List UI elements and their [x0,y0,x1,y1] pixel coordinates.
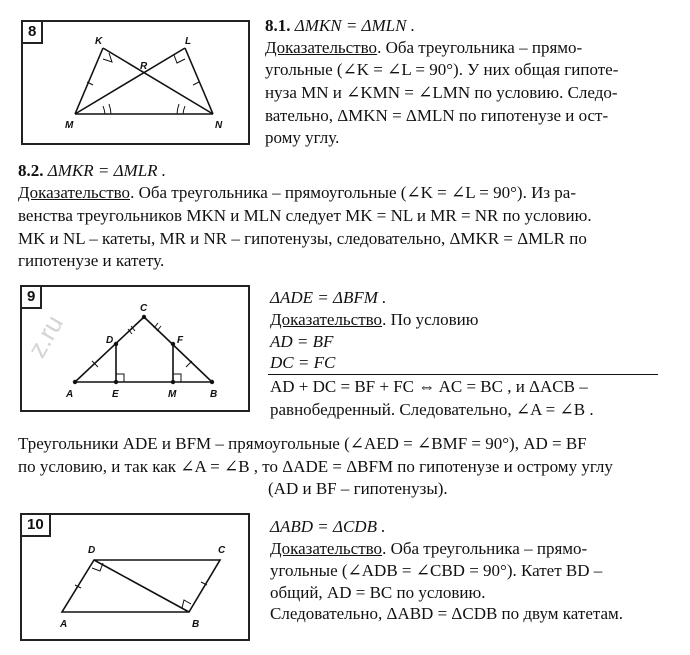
figure-9-diagram [22,287,252,414]
watermark: z.ru [21,309,70,363]
vertex-label-k: K [95,36,103,47]
p10-line-2: угольные (∠ADB = ∠CBD = 90°). Катет BD – [270,561,603,580]
p82-line-2: венства треугольников MKN и MLN следует MK = NL и MR = NR по условию. [18,206,592,225]
p9-proof-line: Доказательство. По условию [270,310,479,329]
figure-8 [21,20,250,145]
vertex-label-a: A [66,389,74,400]
vertex-label-m: M [65,120,74,131]
p82-line-3: MK и NL – катеты, MR и NR – гипотенузы, следовательно, ΔMKR = ΔMLR по [18,229,587,248]
p82-line-1: Доказательство. Оба треугольника – прямоугольные (∠K = ∠L = 90°). Из ра- [18,183,577,202]
proof-label: Доказательство [18,183,131,202]
figure-8-number: 8 [21,20,43,44]
vertex-label-c: C [218,545,226,556]
p81-heading: 8.1. [265,16,291,35]
vertex-label-m: M [168,389,177,400]
figure-10-number: 10 [20,513,51,537]
figure-9-number: 9 [20,285,42,309]
p82-line-4: гипотенузе и катету. [18,251,165,270]
p9-after-1: Треугольники ADE и BFM – прямоугольные (∠AED = ∠BMF = 90°), AD = BF [18,434,587,453]
p82-claim: ΔMKR = ΔMLR . [47,161,167,180]
p9-sum2: равнобедренный. Следовательно, ∠A = ∠B . [270,400,594,419]
p81-line-4: вательно, ΔMKN = ΔMLN по гипотенузе и ост- [265,106,609,125]
p10-line-1: Доказательство. Оба треугольника – прямо- [270,539,588,558]
p81-claim: ΔMKN = ΔMLN . [294,16,415,35]
proof-label: Доказательство [270,539,383,558]
p9-after-2: по условию, и так как ∠A = ∠B , то ΔADE = ΔBFM по гипотенузе и острому углу [18,457,613,476]
vertex-label-b: B [192,619,200,630]
p81-line-1: Доказательство. Оба треугольника – прямо- [265,38,583,57]
proof-label: Доказательство [270,310,383,329]
p81-line-2: угольные (∠K = ∠L = 90°). У них общая гипоте- [265,60,619,79]
p10-line-4: Следовательно, ΔABD = ΔCDB по двум катетам. [270,604,624,623]
p81-title [265,15,415,36]
proof-label: Доказательство [265,38,378,57]
p9-sum: AD + DC = BF + FC ⇔ AC = BC , и ΔACB – [270,377,588,396]
vertex-label-e: E [112,389,119,400]
figure-9 [20,285,250,412]
p9-eq1: AD = BF [270,332,334,351]
p81-line-5: рому углу. [265,128,340,147]
sum-rule [268,374,658,375]
vertex-label-c: C [140,303,148,314]
p82-heading: 8.2. [18,161,44,180]
p10-line-3: общий, AD = BC по условию. [270,583,486,602]
vertex-label-l: L [185,36,192,47]
vertex-label-r: R [140,61,148,72]
p81-line-3: нуза MN и ∠KMN = ∠LMN по условию. Следо- [265,83,618,102]
vertex-label-n: N [215,120,223,131]
vertex-label-b: B [210,389,218,400]
figure-10 [20,513,250,641]
p10-claim: ΔABD = ΔCDB . [270,517,386,536]
vertex-label-f: F [177,335,184,346]
vertex-label-d: D [106,335,114,346]
p9-eq2: DC = FC [270,353,336,372]
vertex-label-d: D [88,545,96,556]
p82-title [18,160,166,181]
figure-10-diagram [22,515,252,643]
figure-8-diagram [23,22,252,147]
p9-after-3: (AD и BF – гипотенузы). [268,479,448,498]
p9-claim: ΔADE = ΔBFM . [270,288,387,307]
vertex-label-a: A [60,619,68,630]
